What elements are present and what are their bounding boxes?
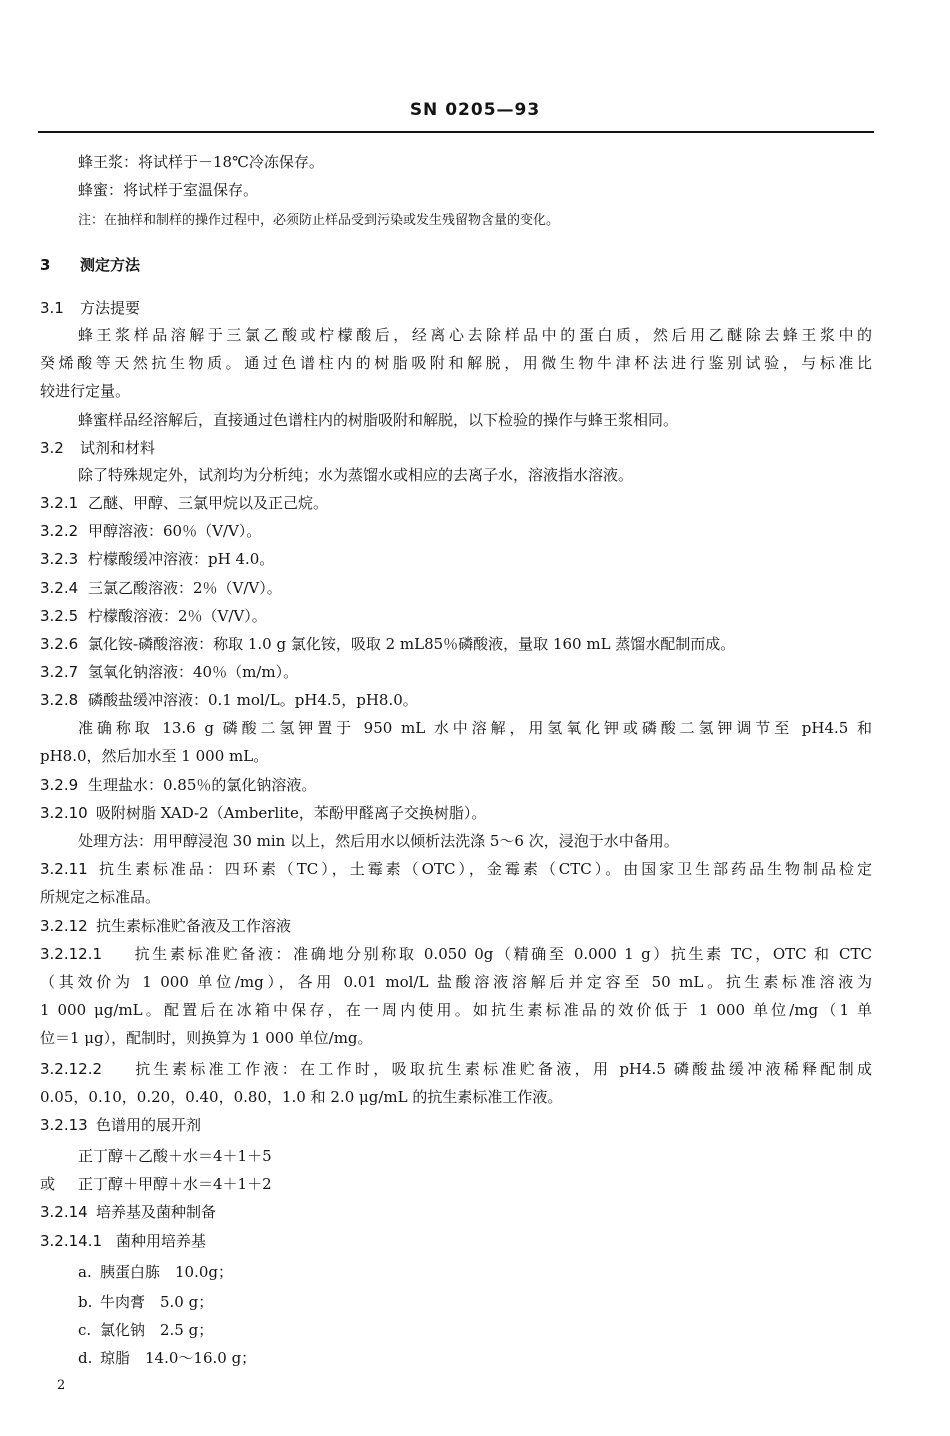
paragraph-line: 位＝1 μg），配制时，则换算为 1 000 单位/mg。 <box>40 1029 373 1047</box>
item-text: 生理盐水：0.85％的氯化钠溶液。 <box>88 776 317 794</box>
item-3-2-10 <box>40 803 486 823</box>
item-text: 抗生素标准贮备液：准确地分别称取 0.050 0g（精确至 0.000 1 g）抗生素 TC，OTC 和 CTC <box>132 945 872 963</box>
item-text: 吸附树脂 XAD-2（Amberlite，苯酚甲醛离子交换树脂）。 <box>96 804 487 822</box>
section-title: 测定方法 <box>80 256 141 274</box>
item-text: 柠檬酸溶液：2％（V/V）。 <box>88 607 267 625</box>
item-number: 3.2.12 <box>40 917 88 935</box>
item-number: 3.2.9 <box>40 776 79 794</box>
item-text: 菌种用培养基 <box>116 1232 207 1250</box>
media-text: 胰蛋白胨 10.0g； <box>100 1263 234 1281</box>
item-text: 抗生素标准工作液：在工作时，吸取抗生素标准贮备液，用 pH4.5 磷酸盐缓冲液稀释配制成 <box>132 1060 872 1078</box>
storage-royal-jelly: 蜂王浆：将试样于－18℃冷冻保存。 <box>78 153 324 171</box>
storage-honey: 蜂蜜：将试样于室温保存。 <box>78 181 259 199</box>
item-3-2-13 <box>40 1115 201 1135</box>
paragraph-line: 蜂王浆样品溶解于三氯乙酸或柠檬酸后，经离心去除样品中的蛋白质，然后用乙醚除去蜂王浆中的 <box>78 326 872 344</box>
media-text: 琼脂 14.0～16.0 g； <box>100 1349 257 1367</box>
section-number: 3.2 <box>40 439 64 457</box>
paragraph-line: （其效价为 1 000 单位/mg），各用 0.01 mol/L 盐酸溶液溶解后并定容至 50 mL。抗生素标准溶液为 <box>40 973 872 991</box>
item-number: 3.2.12.1 <box>40 945 103 963</box>
item-3-2-14 <box>40 1202 216 1222</box>
item-number: 3.2.14.1 <box>40 1232 103 1250</box>
media-text: 牛肉膏 5.0 g； <box>100 1293 214 1311</box>
item-3-2-1 <box>40 493 328 513</box>
item-3-2-5 <box>40 606 267 626</box>
paragraph-line: 0.05，0.10，0.20，0.40，0.80，1.0 和 2.0 μg/mL 的抗生素标准工作液。 <box>40 1088 563 1106</box>
item-number: 3.2.4 <box>40 579 79 597</box>
item-text: 氯化铵-磷酸溶液：称取 1.0 g 氯化铵，吸取 2 mL85％磷酸液，量取 160 mL 蒸馏水配制而成。 <box>88 635 736 653</box>
item-number: 3.2.12.2 <box>40 1060 103 1078</box>
item-number: 3.2.3 <box>40 550 79 568</box>
item-number: 3.2.8 <box>40 691 79 709</box>
paragraph-line: pH8.0，然后加水至 1 000 mL。 <box>40 747 269 765</box>
eluent-formula-1: 正丁醇＋乙酸＋水＝4＋1＋5 <box>78 1147 272 1165</box>
media-label: a. <box>78 1263 92 1281</box>
item-3-2-4 <box>40 578 282 598</box>
item-number: 3.2.13 <box>40 1116 88 1134</box>
section-number: 3 <box>40 256 51 274</box>
item-number: 3.2.14 <box>40 1203 88 1221</box>
paragraph-line: 所规定之标准品。 <box>40 888 161 906</box>
paragraph-line: 癸烯酸等天然抗生物质。通过色谱柱内的树脂吸附和解脱，用微生物牛津杯法进行鉴别试验，与标准比 <box>40 354 872 372</box>
item-text: 色谱用的展开剂 <box>96 1116 202 1134</box>
item-3-2-3 <box>40 549 274 569</box>
item-number: 3.2.6 <box>40 635 79 653</box>
item-number: 3.2.11 <box>40 860 88 878</box>
item-3-2-8 <box>40 690 418 710</box>
or-label: 或 <box>40 1175 56 1193</box>
item-number: 3.2.10 <box>40 804 88 822</box>
item-text: 培养基及菌种制备 <box>96 1203 217 1221</box>
section-3-2-heading <box>40 438 155 458</box>
header-rule <box>38 131 874 133</box>
paragraph-line: 准确称取 13.6 g 磷酸二氢钾置于 950 mL 水中溶解，用氢氧化钾或磷酸二氢钾调节至 pH4.5 和 <box>78 719 872 737</box>
item-text: 抗生素标准贮备液及工作溶液 <box>96 917 292 935</box>
item-3-2-9 <box>40 775 316 795</box>
item-3-2-14-1 <box>40 1231 206 1251</box>
item-text: 磷酸盐缓冲溶液：0.1 mol/L。pH4.5，pH8.0。 <box>88 691 418 709</box>
item-text: 柠檬酸缓冲溶液：pH 4.0。 <box>88 550 275 568</box>
standard-code-header: SN 0205—93 <box>409 100 541 120</box>
item-number: 3.2.5 <box>40 607 79 625</box>
paragraph-line: 除了特殊规定外，试剂均为分析纯；水为蒸馏水或相应的去离子水，溶液指水溶液。 <box>78 466 634 484</box>
item-text: 抗生素标准品：四环素（TC），土霉素（OTC），金霉素（CTC）。由国家卫生部药品生物制品检定 <box>96 860 872 878</box>
section-number: 3.1 <box>40 299 64 317</box>
item-3-2-2 <box>40 521 261 541</box>
item-3-2-7 <box>40 662 298 682</box>
media-item-c <box>78 1320 213 1340</box>
eluent-formula-text: 正丁醇＋甲醇＋水＝4＋1＋2 <box>78 1175 272 1193</box>
page-number: 2 <box>57 1378 66 1393</box>
item-3-2-12-2 <box>40 1059 872 1079</box>
media-item-a <box>78 1262 233 1282</box>
item-text: 三氯乙酸溶液：2％（V/V）。 <box>88 579 282 597</box>
media-label: c. <box>78 1321 92 1339</box>
item-3-2-12-1 <box>40 944 872 964</box>
section-3-heading <box>40 255 140 275</box>
item-text: 甲醇溶液：60％（V/V）。 <box>88 522 262 540</box>
item-text: 氢氧化钠溶液：40％（m/m）。 <box>88 663 299 681</box>
section-title: 方法提要 <box>80 299 141 317</box>
storage-note: 注：在抽样和制样的操作过程中，必须防止样品受到污染或发生残留物含量的变化。 <box>78 213 560 228</box>
media-label: d. <box>78 1349 93 1367</box>
media-text: 氯化钠 2.5 g； <box>100 1321 214 1339</box>
media-label: b. <box>78 1293 93 1311</box>
section-title: 试剂和材料 <box>80 439 156 457</box>
item-number: 3.2.2 <box>40 522 79 540</box>
media-item-d <box>78 1348 256 1368</box>
item-number: 3.2.1 <box>40 494 79 512</box>
item-3-2-6 <box>40 634 735 654</box>
item-text: 乙醚、甲醇、三氯甲烷以及正己烷。 <box>88 494 329 512</box>
item-number: 3.2.7 <box>40 663 79 681</box>
item-3-2-12 <box>40 916 291 936</box>
paragraph-line: 处理方法：用甲醇浸泡 30 min 以上，然后用水以倾析法洗涤 5～6 次，浸泡于水中备用。 <box>78 832 679 850</box>
eluent-formula-2 <box>40 1174 272 1194</box>
paragraph-line: 较进行定量。 <box>40 382 131 400</box>
media-item-b <box>78 1292 213 1312</box>
item-3-2-11 <box>40 859 872 879</box>
paragraph-line: 1 000 μg/mL。配置后在冰箱中保存，在一周内使用。如抗生素标准品的效价低于 1 000 单位/mg（1 单 <box>40 1001 872 1019</box>
paragraph-line: 蜂蜜样品经溶解后，直接通过色谱柱内的树脂吸附和解脱，以下检验的操作与蜂王浆相同。 <box>78 411 679 429</box>
section-3-1-heading <box>40 298 140 318</box>
